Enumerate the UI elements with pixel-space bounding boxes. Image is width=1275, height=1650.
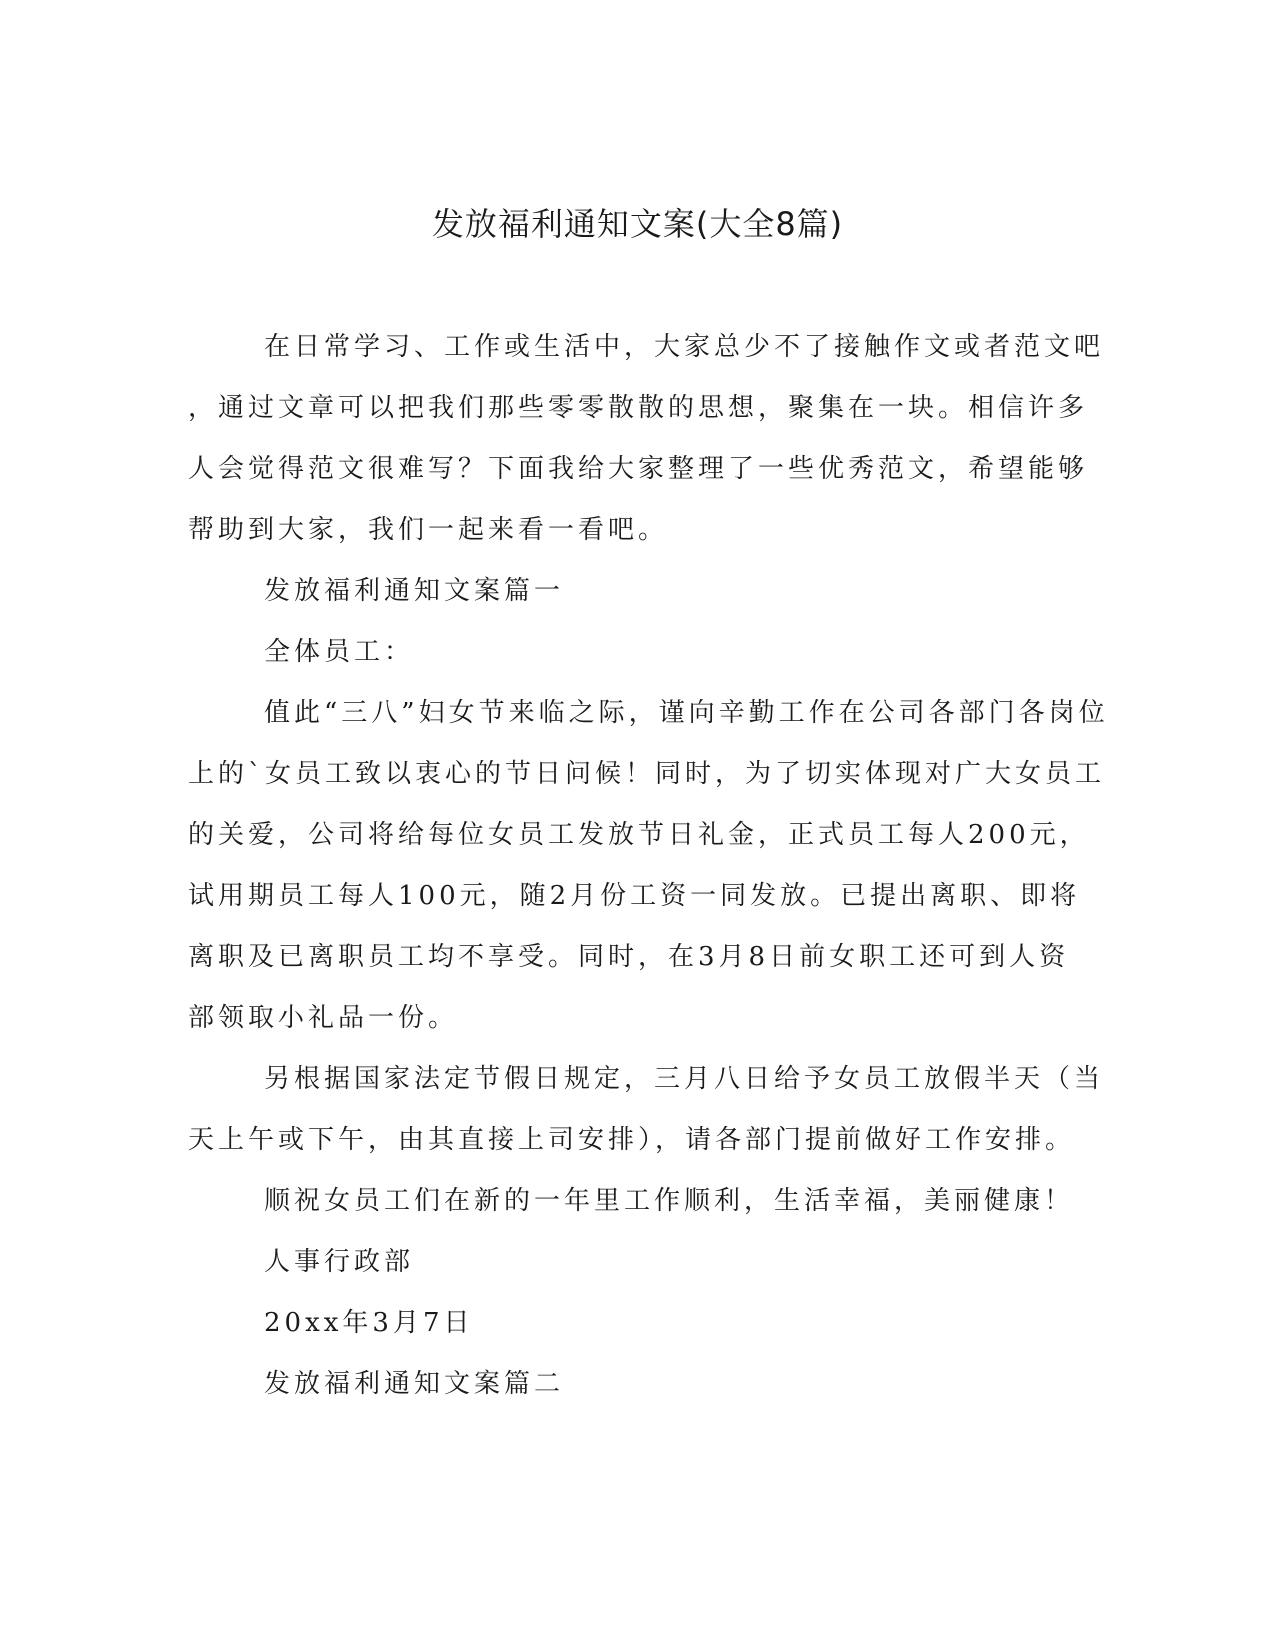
signature-department: 人事行政部 [264, 1247, 415, 1277]
notice-line-4: 试用期员工每人100元，随2月份工资一同发放。已提出离职、即将 [188, 881, 1081, 911]
document-body [188, 330, 1109, 1428]
document-title: 发放福利通知文案(大全8篇) [431, 205, 844, 243]
intro-line-3: 人会觉得范文很难写？下面我给大家整理了一些优秀范文，希望能够 [188, 454, 1089, 484]
holiday-line-1: 另根据国家法定节假日规定，三月八日给予女员工放假半天（当 [264, 1064, 1105, 1094]
notice-line-2: 上的`女员工致以衷心的节日问候！同时，为了切实体现对广大女员工 [188, 759, 1106, 789]
holiday-line-2: 天上午或下午，由其直接上司安排），请各部门提前做好工作安排。 [188, 1125, 1076, 1155]
intro-line-4: 帮助到大家，我们一起来看一看吧。 [188, 515, 669, 545]
section-heading-1: 发放福利通知文案篇一 [264, 576, 565, 606]
wishes-line: 顺祝女员工们在新的一年里工作顺利，生活幸福，美丽健康！ [264, 1186, 1075, 1216]
salutation: 全体员工： [264, 637, 415, 667]
section-heading-2: 发放福利通知文案篇二 [264, 1369, 565, 1399]
intro-line-1: 在日常学习、工作或生活中，大家总少不了接触作文或者范文吧 [264, 332, 1105, 362]
notice-line-5: 离职及已离职员工均不享受。同时，在3月8日前女职工还可到人资 [188, 942, 1070, 972]
notice-line-1: 值此“三八”妇女节来临之际，谨向辛勤工作在公司各部门各岗位 [264, 698, 1109, 728]
notice-line-3: 的关爱，公司将给每位女员工发放节日礼金，正式员工每人200元， [188, 820, 1090, 850]
intro-line-2: ，通过文章可以把我们那些零零散散的思想，聚集在一块。相信许多 [188, 393, 1089, 423]
signature-date: 20xx年3月7日 [264, 1308, 474, 1338]
notice-line-6: 部领取小礼品一份。 [188, 1003, 459, 1033]
